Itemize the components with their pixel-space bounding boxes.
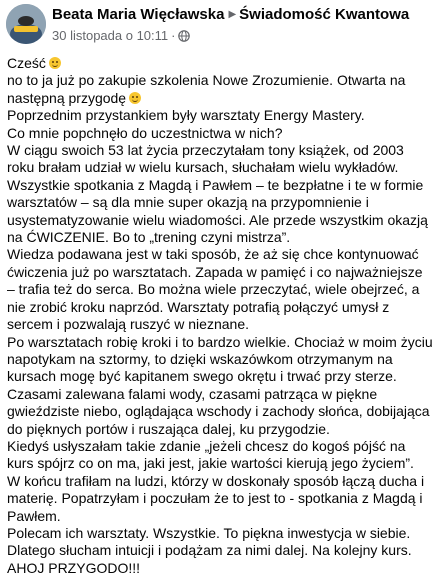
author-line bbox=[52, 6, 409, 24]
post-paragraph: Cześć bbox=[7, 55, 433, 72]
post-paragraph: Poprzednim przystankiem były warsztaty Energy Mastery. bbox=[7, 107, 365, 124]
post-paragraph: Po warsztatach robię kroki i to bardzo wielkie. Chociaż w moim życiu napotykam na sztormy, to dzięki wskazówkom otrzymanym na kursach mogę być kapitanem swego okrętu i trwać przy sterze. bbox=[7, 333, 433, 385]
post-paragraph: no to ja już po zakupie szkolenia Nowe Zrozumienie. Otwarta na następną przygodę bbox=[7, 72, 410, 106]
post-header bbox=[6, 4, 430, 50]
post-paragraph: AHOJ PRZYGODO!!! bbox=[7, 559, 141, 575]
post-body bbox=[7, 55, 433, 575]
globe-icon[interactable] bbox=[178, 30, 190, 46]
profile-avatar[interactable] bbox=[6, 4, 46, 44]
post-paragraph: Co mnie popchnęło do uczestnictwa w nich? bbox=[7, 124, 283, 141]
post-paragraph: Czasami zalewana falami wody, czasami patrząca w piękne gwieździste niebo, oglądająca wschody i zachody słońca, dobijająca do pięknych portów i ruszająca dalej, ku przygodzie. bbox=[7, 385, 434, 437]
post-meta bbox=[52, 28, 190, 46]
group-name[interactable]: Świadomość Kwantowa bbox=[239, 6, 410, 23]
post-paragraph: Dlatego słucham intuicji i podążam za nimi dalej. Na kolejny kurs. bbox=[7, 542, 412, 559]
right-triangle-icon: ▶ bbox=[228, 9, 237, 20]
smiling-face-emoji bbox=[129, 92, 141, 104]
post-timestamp[interactable]: 30 listopada o 10:11 bbox=[52, 28, 169, 43]
profile-avatar-icon bbox=[6, 4, 46, 44]
post-paragraph: Wszystkie spotkania z Magdą i Pawłem – te bezpłatne i te w formie warsztatów – są dla mnie super okazją na przypomnienie i usystematyzowanie wielu wiadomości. Ale przede wszystkim okazją na ĆWICZENIE. Bo to „trening czyni mistrza”. bbox=[7, 176, 432, 246]
post-paragraph: Kiedyś usłyszałam takie zdanie „jeżeli chcesz do kogoś pójść na kurs spójrz co on ma, jaki jest, jakie wartości kierują jego życiem”. bbox=[7, 437, 414, 472]
author-name[interactable]: Beata Maria Więcławska bbox=[52, 6, 225, 23]
post-paragraph: W końcu trafiłam na ludzi, którzy w doskonały sposób łączą ducha i materię. Popatrzyłam i poczułam że to jest to - spotkania z Magdą i Pawłem. bbox=[7, 472, 428, 524]
post-paragraph: Polecam ich warsztaty. Wszystkie. To piękna inwestycja w siebie. bbox=[7, 524, 411, 541]
smiling-face-emoji bbox=[49, 57, 61, 69]
post-paragraph: W ciągu swoich 53 lat życia przeczytałam tony książek, od 2003 roku brałam udział w wielu kursach, słuchałam wielu wykładów. bbox=[7, 142, 408, 176]
meta-separator: · bbox=[171, 28, 176, 43]
post-paragraph: Wiedza podawana jest w taki sposób, że aż się chce kontynuować ćwiczenia już po warsztatach. Zapada w pamięć i co najważniejsze – trafia też do serca. Bo można wiele przeczytać, wiele obejrzeć, a nie zrobić kroku naprzód. Warsztaty potrafią połączyć umysł z sercem i pozwalają ruszyć w nieznane. bbox=[7, 246, 427, 333]
